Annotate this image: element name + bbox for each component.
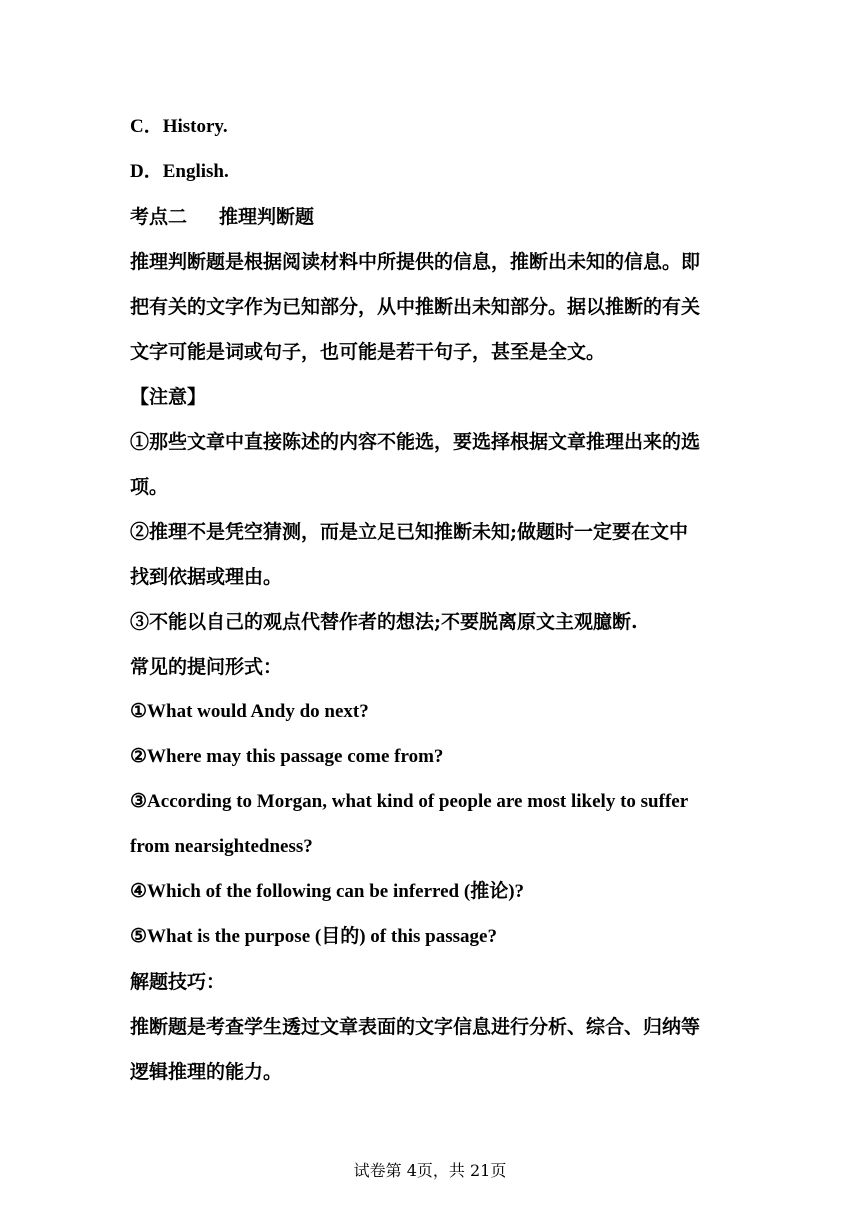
option-d: D．English. [130,161,229,182]
tip-line-2: 逻辑推理的能力。 [130,1061,283,1083]
page-footer: 试卷第 4页，共 21页 [353,1161,507,1180]
questions-heading: 常见的提问形式： [130,656,283,678]
section-title-label: 考点二 [130,206,188,228]
intro-line-1: 推理判断题是根据阅读材料中所提供的信息，推断出未知的信息。即 [130,251,701,273]
intro-line-2: 把有关的文字作为已知部分，从中推断出未知部分。据以推断的有关 [130,296,701,318]
question-line-6: ⑤What is the purpose (目的) of this passage? [130,926,497,947]
note-line-3: ②推理不是凭空猜测，而是立足已知推断未知;做题时一定要在文中 [130,521,689,543]
question-line-2: ②Where may this passage come from? [130,746,444,767]
note-line-5: ③不能以自己的观点代替作者的想法;不要脱离原文主观臆断. [130,611,638,633]
question-line-4: from nearsightedness? [130,836,313,857]
section-title [130,205,314,229]
note-line-4: 找到依据或理由。 [130,566,283,588]
question-line-5: ④Which of the following can be inferred (推论)? [130,881,525,902]
section-title-text: 推理判断题 [219,206,315,228]
tip-line-1: 推断题是考查学生透过文章表面的文字信息进行分析、综合、归纳等 [130,1016,701,1038]
note-line-1: ①那些文章中直接陈述的内容不能选，要选择根据文章推理出来的选 [130,431,701,453]
tips-heading: 解题技巧： [130,971,226,993]
notes-heading: 【注意】 [130,386,207,408]
intro-line-3: 文字可能是词或句子，也可能是若干句子，甚至是全文。 [130,341,606,363]
question-line-3: ③According to Morgan, what kind of people are most likely to suffer [130,791,689,812]
option-c: C．History. [130,116,228,137]
question-line-1: ①What would Andy do next? [130,701,369,722]
note-line-2: 项。 [130,476,169,498]
